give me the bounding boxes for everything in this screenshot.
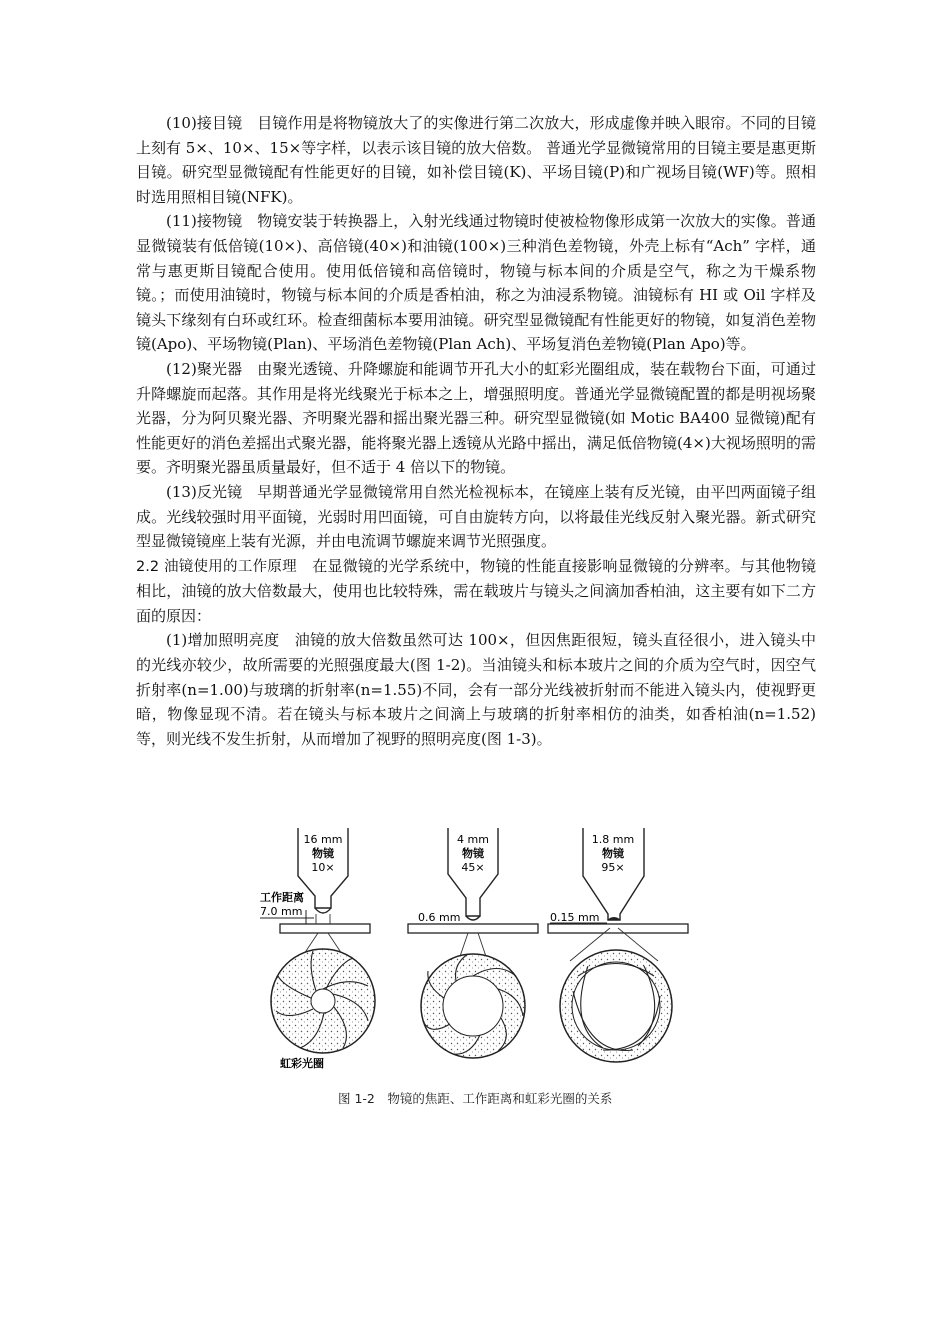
section-body: 在显微镜的光学系统中，物镜的性能直接影响显微镜的分辨率。与其他物镜相比，油镜的放大倍数最大，使用也比较特殊，需在载玻片与镜头之间滴加香柏油，这主要有如下二方面的原因： (136, 556, 816, 625)
paragraph-eyepiece: (10)接目镜 目镜作用是将物镜放大了的实像进行第二次放大，形成虚像并映入眼帘。不同的目镜上刻有 5×、10×、15×等字样，以表示该目镜的放大倍数。 普通光学显微镜常用的目镜主要是惠更斯目镜。研究型显微镜配有性能更好的目镜，如补偿目镜(K)、平场目镜(P)和广视场目镜(WF)等。照相时选用照相目镜(NFK)。 (136, 114, 816, 206)
paragraph-illumination: (1)增加照明亮度 油镜的放大倍数虽然可达 100×，但因焦距很短，镜头直径很小，进入镜头中的光线亦较少，故所需要的光照强度最大(图 1-2)。当油镜头和标本玻片之间的介质为空气时，因空气折射率(n=1.00)与玻璃的折射率(n=1.55)不同，会有一部分光线被折射而不能进入镜头内，使视野更暗，物像显现不清。若在镜头与标本玻片之间滴上与玻璃的折射率相仿的油类，如香柏油(n=1.52)等，则光线不发生折射，从而增加了视野的照明亮度(图 1-3)。 (136, 631, 816, 748)
objective-3-mag: 95× (601, 861, 625, 874)
paragraph-condenser: (12)聚光器 由聚光透镜、升降螺旋和能调节开孔大小的虹彩光圈组成，装在载物台下面，可通过升降螺旋而起落。其作用是将光线聚光于标本之上，增强照明度。普通光学显微镜配置的都是明视场聚光器，分为阿贝聚光器、齐明聚光器和摇出聚光器三种。研究型显微镜(如 Motic BA400 显微镜)配有性能更好的消色差摇出式聚光器，能将聚光器上透镜从光路中摇出，满足低倍物镜(4×)大视场照明的需要。齐明聚光器虽质量最好，但不适于 4 倍以下的物镜。 (136, 359, 816, 477)
objective-1-mag: 10× (311, 861, 335, 874)
objective-diagram-svg (258, 826, 694, 1078)
objective-3-name: 物镜 (602, 847, 624, 860)
body-text (136, 111, 816, 751)
figure-caption: 图 1-2 物镜的焦距、工作距离和虹彩光圈的关系 (338, 1091, 613, 1106)
iris-diaphragm-1 (271, 949, 375, 1053)
iris-diaphragm-3 (560, 950, 672, 1062)
paragraph-mirror: (13)反光镜 早期普通光学显微镜常用自然光检视标本，在镜座上装有反光镜，由平凹两面镜子组成。光线较强时用平面镜，光弱时用凹面镜，可自由旋转方向，以将最佳光线反射入聚光器。新式研究型显微镜镜座上装有光源，并由电流调节螺旋来调节光照强度。 (136, 482, 816, 551)
objective-2-name: 物镜 (462, 847, 484, 860)
objective-1-focal: 16 mm (303, 833, 343, 846)
objective-1-name: 物镜 (312, 847, 334, 860)
objective-2-mag: 45× (461, 861, 485, 874)
working-distance-label: 工作距离 (260, 891, 304, 904)
iris-label: 虹彩光圈 (280, 1057, 324, 1070)
slides (280, 924, 688, 933)
figure-objective-diagram (258, 826, 694, 1078)
section-paragraph (136, 554, 816, 629)
objective-2-distance: 0.6 mm (418, 911, 461, 924)
objective-1-distance: 7.0 mm (260, 905, 303, 918)
section-title: 2.2 油镜使用的工作原理 (136, 558, 297, 575)
oil-drop (607, 917, 621, 920)
objective-3-distance: 0.15 mm (550, 911, 600, 924)
objective-2-focal: 4 mm (457, 833, 489, 846)
iris-diaphragm-2 (421, 954, 525, 1058)
paragraph-objective: (11)接物镜 物镜安装于转换器上，入射光线通过物镜时使被检物像形成第一次放大的实像。普通显微镜装有低倍镜(10×)、高倍镜(40×)和油镜(100×)三种消色差物镜，外壳上标有“Ach” 字样，通常与惠更斯目镜配合使用。使用低倍镜和高倍镜时，物镜与标本间的介质是空气，称之为干燥系物镜。；而使用油镜时，物镜与标本间的介质是香柏油，称之为油浸系物镜。油镜标有 HI 或 Oil 字样及镜头下缘刻有白环或红环。检查细菌标本要用油镜。研究型显微镜配有性能更好的物镜，如复消色差物镜(Apo)、平场物镜(Plan)、平场消色差物镜(Plan Ach)、平场复消色差物镜(Plan Apo)等。 (136, 212, 816, 354)
objective-3-focal: 1.8 mm (591, 833, 635, 846)
